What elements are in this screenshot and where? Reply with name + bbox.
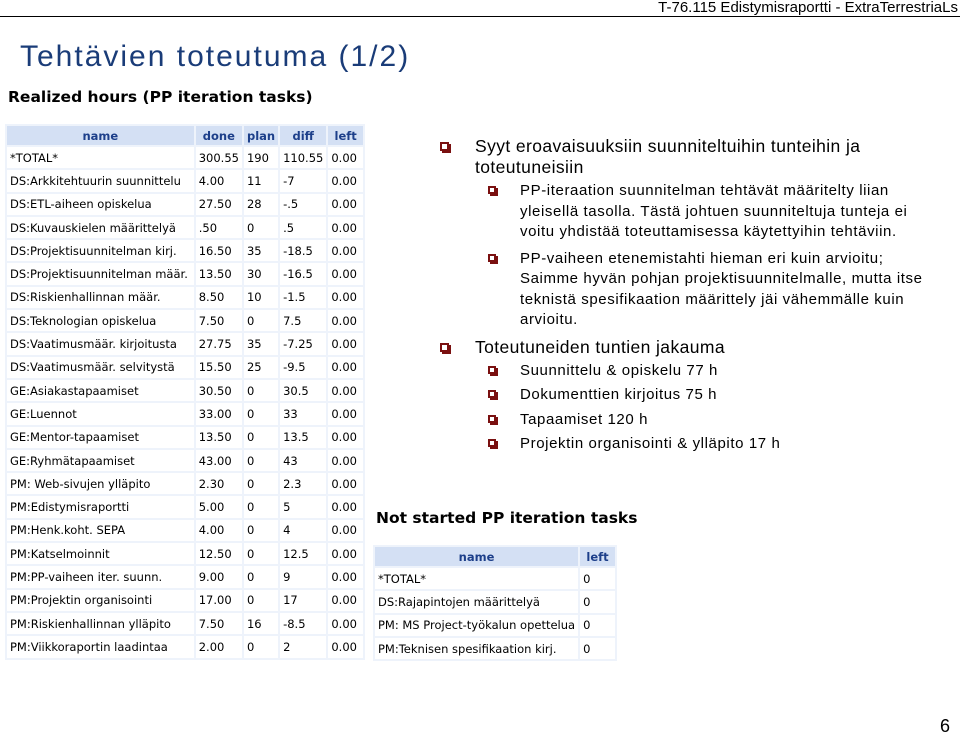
table-row [7, 403, 363, 424]
table-row [7, 263, 363, 284]
table-cell-name: DS:Teknologian opiskelua [7, 310, 194, 331]
table-cell-left: 0.00 [328, 333, 363, 354]
table-cell-plan: 28 [244, 194, 278, 215]
table-row [7, 240, 363, 261]
table-cell-plan: 11 [244, 170, 278, 191]
not-started-table [373, 545, 617, 661]
table-cell-left: 0.00 [328, 473, 363, 494]
table-cell-plan: 16 [244, 613, 278, 634]
table-cell-left: 0.00 [328, 263, 363, 284]
square-bullet-icon [488, 390, 496, 398]
table-row [375, 638, 615, 659]
table-cell-plan: 10 [244, 287, 278, 308]
not-started-panel [373, 505, 638, 661]
square-bullet-icon [440, 343, 449, 352]
bullet-text: Toteutuneiden tuntien jakauma [475, 336, 725, 357]
table-row [7, 473, 363, 494]
square-bullet-icon [440, 142, 449, 151]
sub-bullet-text: Dokumenttien kirjoitus 75 h [520, 386, 718, 403]
table-cell-plan: 0 [244, 566, 278, 587]
table-row [7, 170, 363, 191]
table-cell-plan: 0 [244, 473, 278, 494]
table-cell-name: PM: MS Project-työkalun opettelua [375, 615, 578, 636]
table-cell-done: 12.50 [196, 543, 242, 564]
table-cell-name: GE:Luennot [7, 403, 194, 424]
table-cell-diff: 30.5 [280, 380, 326, 401]
table-row [7, 590, 363, 611]
table-cell-name: DS:Rajapintojen määrittelyä [375, 591, 578, 612]
table-cell-plan: 0 [244, 217, 278, 238]
table-row [7, 287, 363, 308]
header-title: T-76.115 Edistymisraportti - ExtraTerrestriaLs [658, 0, 958, 16]
sub-bullet-item [440, 410, 945, 431]
table-cell-left: 0.00 [328, 287, 363, 308]
table-cell-done: 7.50 [196, 613, 242, 634]
table-cell-diff: 13.5 [280, 427, 326, 448]
table-row [7, 194, 363, 215]
table-cell-left: 0.00 [328, 590, 363, 611]
table-cell-diff: 2.3 [280, 473, 326, 494]
column-header-name: name [7, 126, 194, 145]
table-row [375, 591, 615, 612]
table-cell-name: PM:Henk.koht. SEPA [7, 520, 194, 541]
sub-bullet-text: PP-iteraation suunnitelman tehtävät määritelty liian yleisellä tasolla. Tästä johtuen suunniteltuja tunteja ei voitu yhdistää toteuttamisessa käytettyihin tehtäviin. [520, 182, 908, 240]
table-cell-done: 4.00 [196, 170, 242, 191]
table-cell-name: GE:Asiakastapaamiset [7, 380, 194, 401]
table-cell-left: 0 [580, 615, 615, 636]
table-cell-left: 0.00 [328, 543, 363, 564]
table-cell-done: 8.50 [196, 287, 242, 308]
table-cell-left: 0.00 [328, 357, 363, 378]
table-row [375, 568, 615, 589]
table-cell-done: 30.50 [196, 380, 242, 401]
table-row [7, 566, 363, 587]
table-cell-diff: -7 [280, 170, 326, 191]
table-cell-done: .50 [196, 217, 242, 238]
column-header-left: left [580, 547, 615, 566]
table-cell-diff: -16.5 [280, 263, 326, 284]
table-row [7, 427, 363, 448]
table-cell-name: DS:Projektisuunnitelman määr. [7, 263, 194, 284]
sub-bullet-text: Suunnittelu & opiskelu 77 h [520, 361, 718, 379]
table-cell-done: 2.00 [196, 636, 242, 657]
table-cell-done: 2.30 [196, 473, 242, 494]
bullet-list [440, 136, 945, 459]
table-cell-plan: 35 [244, 240, 278, 261]
table-cell-name: PM:Teknisen spesifikaation kirj. [375, 638, 578, 659]
column-header-done: done [196, 126, 242, 145]
table-cell-plan: 35 [244, 333, 278, 354]
square-bullet-icon [488, 366, 496, 374]
table-row [7, 636, 363, 657]
table-cell-name: GE:Ryhmätapaamiset [7, 450, 194, 471]
table-row [7, 380, 363, 401]
table-cell-plan: 0 [244, 310, 278, 331]
slide-title: Tehtävien toteutuma (1/2) [20, 40, 411, 73]
table-cell-diff: 9 [280, 566, 326, 587]
table-cell-left: 0.00 [328, 403, 363, 424]
table-cell-name: *TOTAL* [7, 147, 194, 168]
table-cell-diff: 7.5 [280, 310, 326, 331]
table-cell-done: 27.75 [196, 333, 242, 354]
table-cell-plan: 0 [244, 520, 278, 541]
not-started-title: Not started PP iteration tasks [373, 505, 617, 545]
realized-hours-title: Realized hours (PP iteration tasks) [5, 86, 365, 124]
square-bullet-icon [488, 415, 496, 423]
table-cell-plan: 0 [244, 403, 278, 424]
page-number: 6 [939, 716, 950, 736]
bullet-text: Syyt eroavaisuuksiin suunniteltuihin tunteihin ja toteutuneisiin [475, 136, 861, 177]
table-row [7, 496, 363, 517]
table-cell-plan: 0 [244, 543, 278, 564]
column-header-name: name [375, 547, 578, 566]
sub-bullet-item [440, 181, 945, 243]
table-cell-name: DS:Projektisuunnitelman kirj. [7, 240, 194, 261]
sub-bullet-text: PP-vaiheen etenemistahti hieman eri kuin arvioitu; Saimme hyvän pohjan projektisuunnitelmalle, mutta itse teknistä spesifikaation määrittely jäi vähemmälle kuin arvioitu. [520, 249, 923, 328]
table-cell-left: 0.00 [328, 217, 363, 238]
sub-bullet-text: Tapaamiset 120 h [520, 410, 649, 428]
sub-bullet-item [440, 434, 945, 455]
column-header-diff: diff [280, 126, 326, 145]
sub-bullet-item [440, 385, 945, 406]
table-cell-done: 33.00 [196, 403, 242, 424]
table-cell-left: 0 [580, 638, 615, 659]
table-cell-name: PM:Edistymisraportti [7, 496, 194, 517]
table-cell-left: 0.00 [328, 194, 363, 215]
table-cell-done: 13.50 [196, 427, 242, 448]
table-cell-done: 17.00 [196, 590, 242, 611]
table-cell-plan: 0 [244, 636, 278, 657]
table-cell-done: 15.50 [196, 357, 242, 378]
table-cell-left: 0.00 [328, 427, 363, 448]
table-cell-plan: 0 [244, 380, 278, 401]
table-cell-done: 4.00 [196, 520, 242, 541]
table-cell-left: 0.00 [328, 380, 363, 401]
table-cell-left: 0.00 [328, 147, 363, 168]
table-row [7, 357, 363, 378]
table-cell-diff: 110.55 [280, 147, 326, 168]
table-cell-plan: 25 [244, 357, 278, 378]
table-cell-diff: 43 [280, 450, 326, 471]
table-cell-diff: 5 [280, 496, 326, 517]
realized-hours-panel [5, 86, 365, 660]
table-cell-done: 7.50 [196, 310, 242, 331]
table-row [7, 450, 363, 471]
column-header-plan: plan [244, 126, 278, 145]
table-row [7, 217, 363, 238]
table-cell-name: DS:Riskienhallinnan määr. [7, 287, 194, 308]
table-row [7, 310, 363, 331]
table-cell-name: DS:Arkkitehtuurin suunnittelu [7, 170, 194, 191]
table-cell-done: 13.50 [196, 263, 242, 284]
table-cell-plan: 0 [244, 450, 278, 471]
realized-hours-table [5, 124, 365, 660]
table-cell-left: 0.00 [328, 450, 363, 471]
table-cell-left: 0 [580, 568, 615, 589]
sub-bullet-item [440, 361, 945, 382]
table-cell-diff: -9.5 [280, 357, 326, 378]
table-cell-diff: 2 [280, 636, 326, 657]
square-bullet-icon [488, 186, 496, 194]
table-row [7, 613, 363, 634]
column-header-left: left [328, 126, 363, 145]
table-cell-left: 0.00 [328, 170, 363, 191]
table-cell-name: DS:ETL-aiheen opiskelua [7, 194, 194, 215]
table-cell-diff: -18.5 [280, 240, 326, 261]
table-cell-name: DS:Vaatimusmäär. selvitystä [7, 357, 194, 378]
table-row [375, 615, 615, 636]
table-cell-left: 0.00 [328, 566, 363, 587]
table-cell-diff: -1.5 [280, 287, 326, 308]
table-cell-diff: 4 [280, 520, 326, 541]
table-cell-plan: 0 [244, 427, 278, 448]
table-cell-name: DS:Kuvauskielen määrittelyä [7, 217, 194, 238]
square-bullet-icon [488, 254, 496, 262]
table-cell-left: 0.00 [328, 240, 363, 261]
table-cell-done: 5.00 [196, 496, 242, 517]
table-row [7, 543, 363, 564]
square-bullet-icon [488, 439, 496, 447]
header-bar [0, 0, 960, 17]
table-cell-diff: 12.5 [280, 543, 326, 564]
table-cell-diff: 33 [280, 403, 326, 424]
table-cell-plan: 0 [244, 496, 278, 517]
bullet-item [440, 337, 945, 358]
table-cell-left: 0.00 [328, 613, 363, 634]
table-cell-plan: 30 [244, 263, 278, 284]
table-cell-left: 0 [580, 591, 615, 612]
sub-bullet-text: Projektin organisointi & ylläpito 17 h [520, 435, 781, 452]
table-cell-done: 43.00 [196, 450, 242, 471]
table-cell-name: PM: Web-sivujen ylläpito [7, 473, 194, 494]
table-cell-done: 16.50 [196, 240, 242, 261]
table-row [7, 520, 363, 541]
table-cell-name: *TOTAL* [375, 568, 578, 589]
bullet-item [440, 136, 945, 178]
table-cell-left: 0.00 [328, 636, 363, 657]
table-cell-diff: -8.5 [280, 613, 326, 634]
table-cell-left: 0.00 [328, 520, 363, 541]
table-cell-done: 9.00 [196, 566, 242, 587]
table-cell-name: PM:Katselmoinnit [7, 543, 194, 564]
table-cell-left: 0.00 [328, 496, 363, 517]
table-cell-done: 300.55 [196, 147, 242, 168]
table-cell-name: DS:Vaatimusmäär. kirjoitusta [7, 333, 194, 354]
table-cell-diff: -7.25 [280, 333, 326, 354]
table-cell-name: PM:Riskienhallinnan ylläpito [7, 613, 194, 634]
table-cell-name: PM:PP-vaiheen iter. suunn. [7, 566, 194, 587]
table-cell-diff: -.5 [280, 194, 326, 215]
table-cell-plan: 190 [244, 147, 278, 168]
table-cell-left: 0.00 [328, 310, 363, 331]
table-cell-plan: 0 [244, 590, 278, 611]
table-cell-name: GE:Mentor-tapaamiset [7, 427, 194, 448]
table-cell-name: PM:Viikkoraportin laadintaa [7, 636, 194, 657]
table-row [7, 333, 363, 354]
table-row [7, 147, 363, 168]
table-cell-name: PM:Projektin organisointi [7, 590, 194, 611]
table-cell-diff: 17 [280, 590, 326, 611]
table-cell-done: 27.50 [196, 194, 242, 215]
table-cell-diff: .5 [280, 217, 326, 238]
sub-bullet-item [440, 249, 945, 331]
